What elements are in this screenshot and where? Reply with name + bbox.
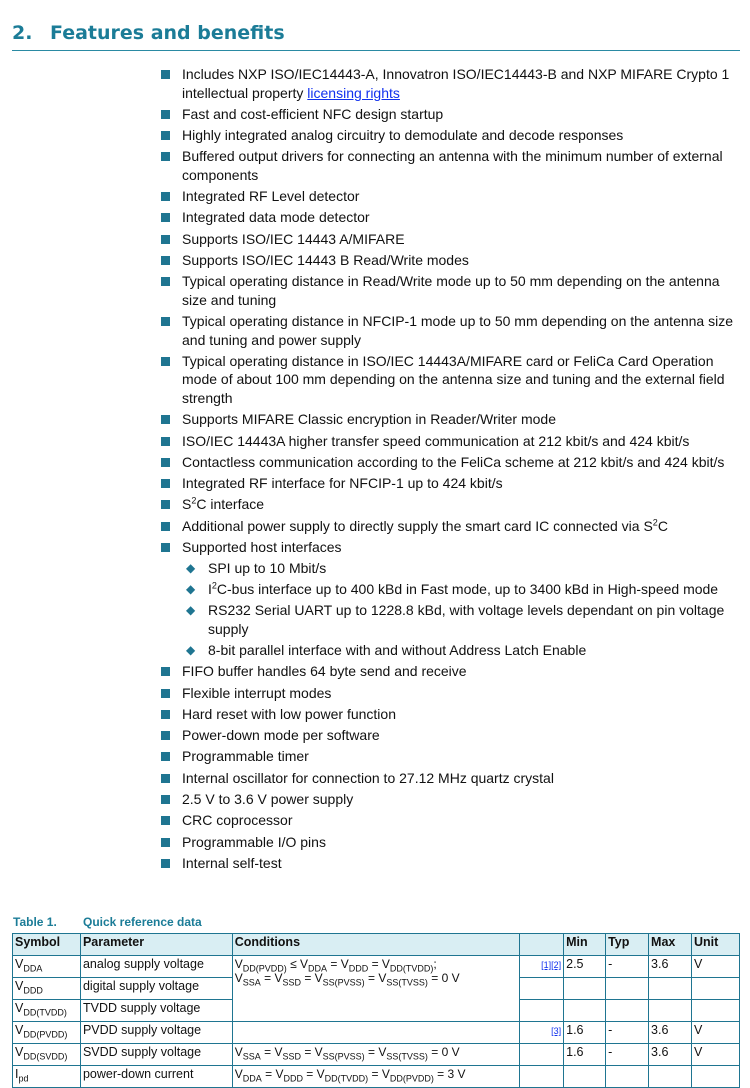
list-item xyxy=(160,147,745,184)
feature-text: Supports ISO/IEC 14443 B Read/Write modes xyxy=(182,252,469,269)
footnote-link[interactable]: [3] xyxy=(551,1026,562,1036)
feature-text: Includes NXP ISO/IEC14443-A, Innovatron ISO/IEC14443-B and NXP MIFARE Crypto 1 intellectual property xyxy=(182,66,730,101)
list-item xyxy=(160,769,745,788)
sub-list-item: ◆ $I^2C$-bus interface up to 400 kBd in Fast mode, up to 3400 kBd in High-speed mode xyxy=(186,580,745,599)
feature-text: Integrated RF Level detector xyxy=(182,188,360,205)
host-interfaces-sublist xyxy=(182,559,745,660)
list-item xyxy=(160,854,745,873)
list-item xyxy=(160,251,745,270)
list-item xyxy=(160,65,745,102)
list-item xyxy=(160,705,745,724)
list-item xyxy=(160,312,745,349)
sub-list-item: ◆ SPI up to 10 Mbit/s xyxy=(186,559,745,578)
section-heading xyxy=(12,22,740,51)
table-row: $V_{DD(SVDD)}$ SVDD supply voltage $V_{SSA} = V_{SSD} = V_{SS(PVSS)} = V_{SS(TVSS)} = 0$ V 1.6 - 3.6 V xyxy=(13,1044,740,1066)
section-title: Features and benefits xyxy=(50,22,285,44)
table-row: $V_{DD(PVDD)}$ PVDD supply voltage [3] 1.6 - 3.6 V xyxy=(13,1022,740,1044)
feature-text: Fast and cost-efficient NFC design startup xyxy=(182,105,444,122)
list-item: Additional power supply to directly supply the smart card IC connected via $S^2C$ xyxy=(160,517,745,536)
list-item xyxy=(160,126,745,145)
list-item xyxy=(160,187,745,206)
feature-text: Supports ISO/IEC 14443 A/MIFARE xyxy=(182,230,405,247)
list-item xyxy=(160,811,745,830)
table-row: $I_{pd}$ power-down current $V_{DDA} = V_{DDD} = V_{DD(TVDD)} = V_{DD(PVDD)} = 3$ V xyxy=(13,1066,740,1088)
feature-text: CRC coprocessor xyxy=(182,812,293,829)
feature-text: Typical operating distance in ISO/IEC 14443A/MIFARE card or FeliCa Card Operation mode of about 100 mm depending on the antenna size and tuning and the external field strength xyxy=(182,352,725,406)
table-header-row: Symbol Parameter Conditions Min Typ Max Unit xyxy=(13,934,740,956)
licensing-rights-link[interactable]: licensing rights xyxy=(307,84,400,101)
list-item: $S^2C$ interface xyxy=(160,495,745,514)
section-number: 2. xyxy=(12,22,33,44)
footnote-link[interactable]: [2] xyxy=(551,960,562,970)
list-item xyxy=(160,726,745,745)
feature-text: Typical operating distance in NFCIP-1 mode up to 50 mm depending on the antenna size and tuning and power supply xyxy=(182,313,733,348)
list-item xyxy=(160,272,745,309)
list-item xyxy=(160,410,745,429)
list-item xyxy=(160,208,745,227)
feature-text: Internal oscillator for connection to 27.12 MHz quartz crystal xyxy=(182,769,554,786)
feature-text: Programmable timer xyxy=(182,748,309,765)
table-row: $V_{DDA}$ analog supply voltage $V_{DD(PVDD)} \le V_{DDA} = V_{DDD} = V_{DD(TVDD)}$; $V_{SSA} = V_{SSD} = V_{SS(PVSS)} = V_{SS(TVSS)} = 0$ V [1][2] 2.5 - 3.6 V xyxy=(13,956,740,978)
list-item xyxy=(160,474,745,493)
features-list xyxy=(160,65,745,875)
feature-text: Contactless communication according to the FeliCa scheme at 212 kbit/s and 424 kbit/s xyxy=(182,453,725,470)
list-item xyxy=(160,684,745,703)
feature-text: 2.5 V to 3.6 V power supply xyxy=(182,791,354,808)
list-item xyxy=(160,230,745,249)
footnote-link[interactable]: [1] xyxy=(541,960,552,970)
list-item xyxy=(160,432,745,451)
feature-text: Buffered output drivers for connecting an antenna with the minimum number of external components xyxy=(182,148,723,183)
feature-text: Internal self-test xyxy=(182,854,282,871)
list-item xyxy=(160,747,745,766)
feature-text: FIFO buffer handles 64 byte send and receive xyxy=(182,663,467,680)
list-item xyxy=(160,453,745,472)
conditions-cell: $V_{DD(PVDD)} \le V_{DDA} = V_{DDD} = V_{DD(TVDD)}$; $V_{SSA} = V_{SSD} = V_{SS(PVSS)} = V_{SS(TVSS)} = 0$ V xyxy=(232,956,519,1022)
feature-text: Supported host interfaces xyxy=(182,539,342,556)
list-item xyxy=(160,352,745,408)
feature-text: Power-down mode per software xyxy=(182,727,380,744)
quick-reference-table xyxy=(12,933,740,1088)
feature-text: Flexible interrupt modes xyxy=(182,684,332,701)
table-caption: Table 1. Quick reference data xyxy=(13,915,202,929)
list-item xyxy=(160,790,745,809)
feature-text: Highly integrated analog circuitry to demodulate and decode responses xyxy=(182,127,624,144)
sub-list-item: ◆ 8-bit parallel interface with and without Address Latch Enable xyxy=(186,641,745,660)
table-row: $V_{DDD}$ digital supply voltage xyxy=(13,978,740,1000)
sub-list-item: ◆ RS232 Serial UART up to 1228.8 kBd, with voltage levels dependant on pin voltage supply xyxy=(186,601,745,638)
feature-text: ISO/IEC 14443A higher transfer speed communication at 212 kbit/s and 424 kbit/s xyxy=(182,432,690,449)
table-row: $V_{DD(TVDD)}$ TVDD supply voltage xyxy=(13,1000,740,1022)
feature-text: Hard reset with low power function xyxy=(182,705,396,722)
feature-text: Integrated RF interface for NFCIP-1 up to 424 kbit/s xyxy=(182,475,503,492)
feature-text: Supports MIFARE Classic encryption in Reader/Writer mode xyxy=(182,411,556,428)
list-item xyxy=(160,538,745,659)
list-item xyxy=(160,662,745,681)
list-item xyxy=(160,833,745,852)
feature-text: Programmable I/O pins xyxy=(182,833,326,850)
list-item xyxy=(160,105,745,124)
feature-text: Typical operating distance in Read/Write mode up to 50 mm depending on the antenna size and tuning xyxy=(182,273,720,308)
feature-text: Integrated data mode detector xyxy=(182,209,370,226)
